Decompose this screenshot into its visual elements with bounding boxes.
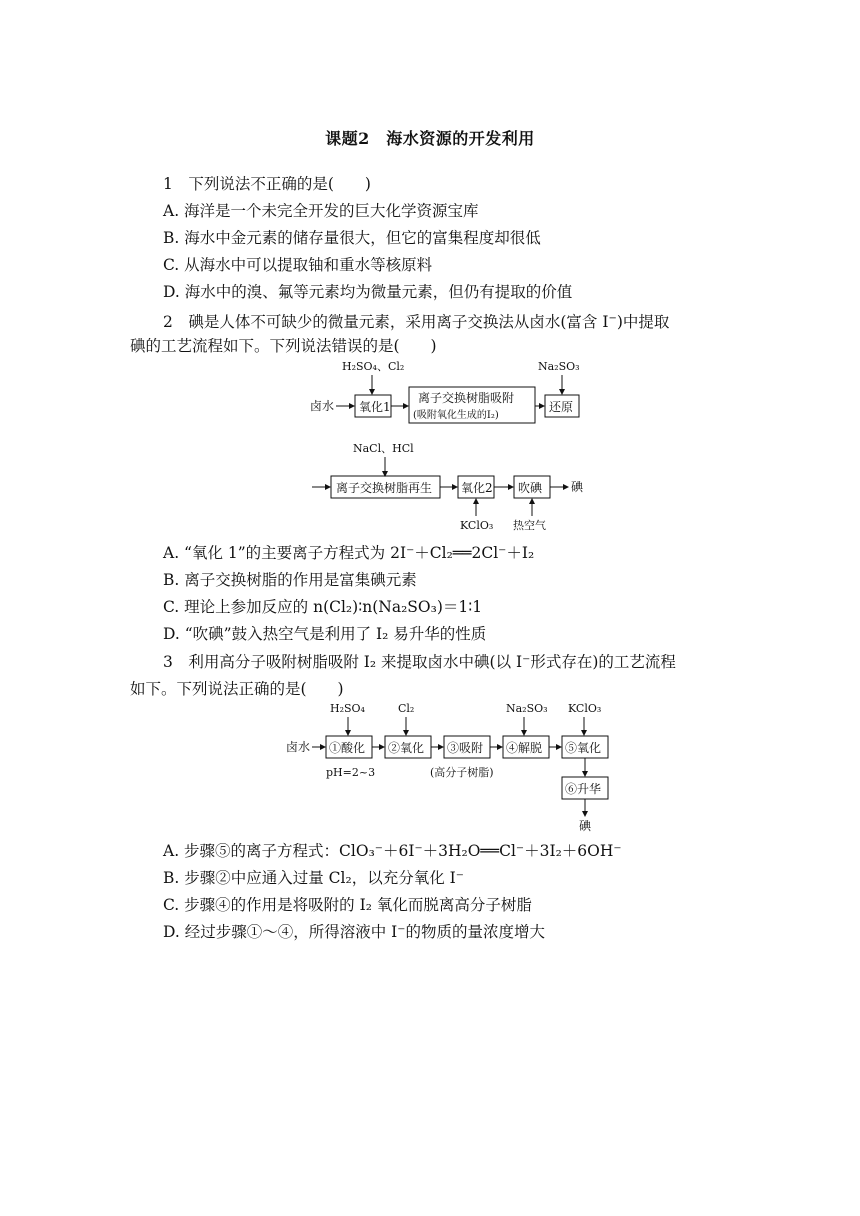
q2-stem-sup: − [608,313,617,324]
q3-reagent-kclo3: KClO₃ [568,702,602,715]
q1-option-b: B. 海水中金元素的储存量很大，但它的富集程度却很低 [163,229,541,247]
q3-resin-note: (高分子树脂) [430,766,494,779]
q3-box-desorb-label: ④解脱 [506,741,543,755]
q3-start-brine: 卤水 [286,740,311,754]
q3-option-c: C. 步骤④的作用是将吸附的 I₂ 氧化而脱离高分子树脂 [163,896,532,914]
q1-option-a: A. 海洋是一个未完全开发的巨大化学资源宝库 [163,202,479,220]
q2-reagent-kclo3: KClO₃ [460,519,494,532]
q3-stem-line2: 如下。下列说法正确的是( ) [130,680,344,698]
q2-flowchart [300,356,600,536]
q2-option-b: B. 离子交换树脂的作用是富集碘元素 [163,571,417,589]
q2-box-reduction-label: 还原 [549,400,574,414]
q3-option-d: D. 经过步骤①～④，所得溶液中 I⁻的物质的量浓度增大 [163,923,545,941]
q2-end-iodine: 碘 [571,480,584,494]
q2-box-resin-adsorb-l1: 离子交换树脂吸附 [418,391,515,405]
q3-flowchart [282,698,622,838]
q2-box-resin-regen-label: 离子交换树脂再生 [336,481,433,495]
q2-box-oxidation2-label: 氧化2 [461,481,493,495]
q2-start-brine: 卤水 [310,399,335,413]
q1-option-d: D. 海水中的溴、氟等元素均为微量元素，但仍有提取的价值 [163,283,573,301]
q3-ph-note: pH=2~3 [326,766,376,779]
q3-box-acidify-label: ①酸化 [329,741,366,755]
q3-box-adsorb-label: ③吸附 [447,741,484,755]
q2-reagent-hot-air: 热空气 [513,519,546,532]
q1-option-c: C. 从海水中可以提取铀和重水等核原料 [163,256,433,274]
q3-option-b: B. 步骤②中应通入过量 Cl₂，以充分氧化 I⁻ [163,869,464,887]
q3-reagent-na2so3: Na₂SO₃ [506,702,548,715]
q3-reagent-cl2: Cl₂ [398,702,415,715]
q2-stem-text: 2 碘是人体不可缺少的微量元素，采用离子交换法从卤水(富含 I [163,313,609,332]
q2-reagent-na2so3: Na₂SO₃ [538,360,580,373]
q2-option-c: C. 理论上参加反应的 n(Cl₂)∶n(Na₂SO₃)＝1∶1 [163,598,483,616]
q2-stem-line1 [163,309,669,332]
q1-stem: 1 下列说法不正确的是( ) [163,175,371,193]
q2-stem-line2: 碘的工艺流程如下。下列说法错误的是( ) [130,337,437,355]
q3-box-oxidize2-label: ⑤氧化 [565,741,602,755]
q3-end-iodine: 碘 [579,819,592,833]
q3-stem-line1: 3 利用高分子吸附树脂吸附 I₂ 来提取卤水中碘(以 I⁻形式存在)的工艺流程 [163,653,676,671]
q3-option-a: A. 步骤⑤的离子方程式：ClO₃⁻＋6I⁻＋3H₂O══Cl⁻＋3I₂＋6OH⁻ [163,842,622,860]
q3-box-sublime-label: ⑥升华 [565,782,602,796]
q2-option-a: A. “氧化 1”的主要离子方程式为 2I⁻＋Cl₂══2Cl⁻＋I₂ [163,544,535,562]
page-title: 课题2 海水资源的开发利用 [325,129,535,148]
q3-box-oxidize-label: ②氧化 [388,741,425,755]
q2-box-oxidation1-label: 氧化1 [359,400,391,414]
q2-stem-text-b: )中提取 [616,313,670,332]
q2-reagent-h2so4-cl2: H₂SO₄、Cl₂ [342,360,405,373]
q2-box-resin-adsorb-l2: (吸附氧化生成的I₂) [413,410,499,421]
q2-box-blow-iodine-label: 吹碘 [518,481,543,495]
q2-reagent-nacl-hcl: NaCl、HCl [353,442,414,455]
q3-reagent-h2so4: H₂SO₄ [330,702,365,715]
q2-option-d: D. “吹碘”鼓入热空气是利用了 I₂ 易升华的性质 [163,625,487,643]
